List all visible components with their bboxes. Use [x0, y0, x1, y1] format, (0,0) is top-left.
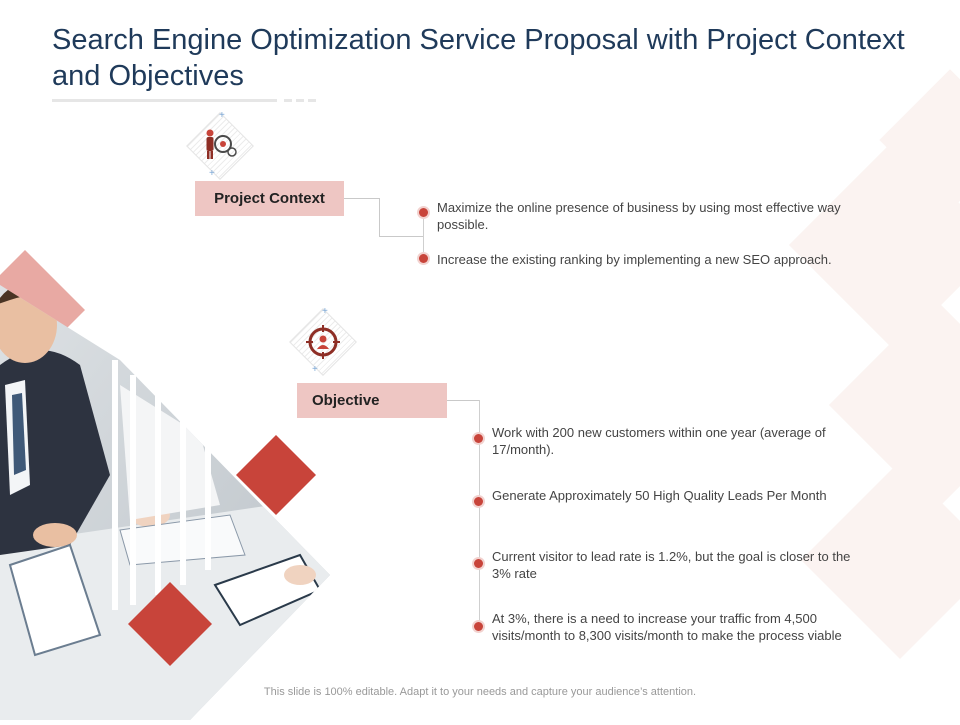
footer-note: This slide is 100% editable. Adapt it to your needs and capture your audience’s attention. — [263, 686, 697, 698]
sparkle-icon: + — [322, 306, 328, 317]
bullet-rail — [423, 212, 424, 260]
sparkle-icon: + — [312, 364, 318, 375]
title-underline — [52, 99, 277, 102]
sparkle-icon: + — [219, 110, 225, 121]
bullet-dot — [419, 254, 428, 263]
objective-point: Work with 200 new customers within one year (average of 17/month). — [492, 425, 826, 457]
target-user-icon — [303, 322, 343, 362]
objective-point: Current visitor to lead rate is 1.2%, but the goal is closer to the 3% rate — [492, 549, 851, 581]
page-title: Search Engine Optimization Service Proposal with Project Context and Objectives — [52, 24, 905, 92]
connector-line — [344, 198, 380, 237]
objective-label: Objective — [297, 383, 447, 418]
bullet-dot — [474, 434, 483, 443]
bullet-dot — [474, 497, 483, 506]
business-meeting-photo — [0, 245, 340, 720]
bullet-dot — [474, 559, 483, 568]
connector-line — [379, 236, 423, 237]
objective-point: Generate Approximately 50 High Quality Leads Per Month — [492, 488, 827, 503]
title-underline-dots — [284, 99, 320, 102]
project-context-point: Maximize the online presence of business by using most effective way possible. — [437, 200, 841, 232]
bullet-dot — [474, 622, 483, 631]
project-context-point: Increase the existing ranking by implementing a new SEO approach. — [437, 252, 832, 267]
team-gear-icon — [200, 126, 240, 166]
objective-point: At 3%, there is a need to increase your traffic from 4,500 visits/month to 8,300 visits/month to make the process viable — [492, 611, 842, 643]
bullet-dot — [419, 208, 428, 217]
project-context-label: Project Context — [195, 181, 344, 216]
sparkle-icon: + — [209, 168, 215, 179]
connector-line — [447, 400, 479, 401]
